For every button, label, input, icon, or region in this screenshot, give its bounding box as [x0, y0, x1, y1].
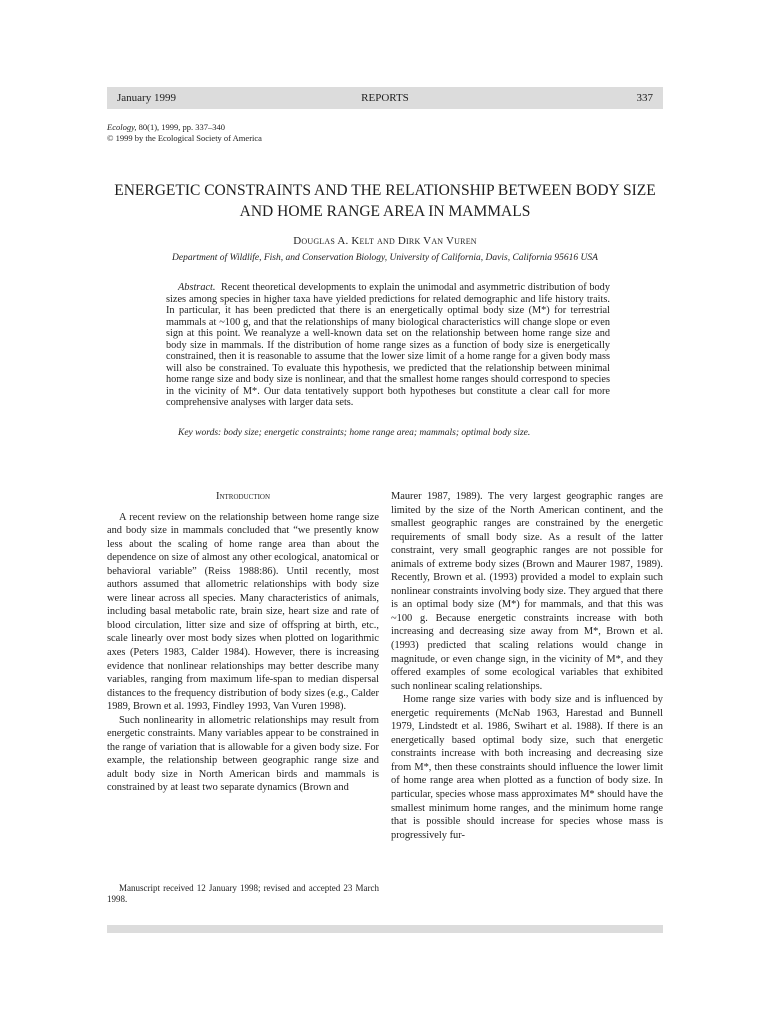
citation-journal: Ecology, [107, 122, 137, 132]
keywords: Key words: body size; energetic constraints; home range area; mammals; optimal body size. [178, 428, 531, 438]
running-header [107, 87, 663, 109]
citation-block [107, 122, 262, 143]
body-paragraph: A recent review on the relationship between home range size and body size in mammals concluded that “we presently know less about the scaling of home range area than about the dependence on size of almost any other ecological, anatomical or behavioral variable” (Reiss 1988:86). Until recently, most authors assumed that allometric relationships with body size were linear across all species. Many characteristics of animals, including basal metabolic rate, brain size, heart size and rate of blood circulation, litter size and size of offspring at birth, etc., scale linearly over most body sizes when plotted on logarithmic axes (Peters 1983, Calder 1984). However, there is increasing evidence that nonlinear relationships may better describe many variables, ranging from maximum life-span to median dispersal distances to the frequency distribution of body sizes (e.g., Calder 1989, Brown et al. 1993, Findley 1993, Van Vuren 1998). [107, 511, 379, 713]
abstract [166, 282, 610, 409]
author-affiliation: Department of Wildlife, Fish, and Conservation Biology, University of California, Davis, California 95616 USA [172, 253, 598, 263]
abstract-text: Recent theoretical developments to explain the unimodal and asymmetric distribution of body sizes among species in higher taxa have yielded predictions for related demographic and life history traits. In particular, it has been predicted that there is an energetically optimal body size (M*) for terrestrial mammals at ~100 g, and that the relationships of many biological characteristics will change slope or even sign at this point. We reanalyze a well-known data set on the relationship between home range size and body size in mammals. If the distribution of home range sizes as a function of body size is energetically constrained, then it is reasonable to assume that the lower size limit of a home range for a given body mass will also be constrained. To evaluate this hypothesis, we predicted that the relationship between minimal home range size and body size is nonlinear, and that the smallest home ranges should correspond to species in the vicinity of M*. Our data tentatively support both hypotheses but constitute a clear call for more comprehensive analyses with larger data sets. [166, 282, 610, 408]
body-paragraph: Home range size varies with body size and is influenced by energetic requirements (McNab 1963, Harestad and Bunnell 1979, Lindstedt et al. 1986, Swihart et al. 1988). If there is an energetically based optimal body size, such that energetic constraints increase with both increasing and decreasing size from M*, then these constraints should influence the lower limit of home range area when plotted as a function of body size. In particular, species whose mass approximates M* should have the smallest minimum home ranges, and the minimum home range that is possible should increase for species whose mass is progressively fur- [391, 694, 663, 841]
body-paragraph: Such nonlinearity in allometric relationships may result from energetic constraints. Many variables appear to be constrained in the range of variation that is allowable for a given body size. For example, the relationship between geographic range size and adult body size in North American birds and mammals is constrained by at least two separate dynamics (Brown and [107, 714, 379, 794]
citation-volume: 80(1), 1999, pp. 337–340 [136, 122, 226, 132]
citation-copyright: © 1999 by the Ecological Society of America [107, 132, 262, 143]
header-section: REPORTS [361, 92, 409, 104]
body-paragraph: Maurer 1987, 1989). The very largest geographic ranges are limited by the size of the North American continent, and the smallest geographic ranges are constrained by the energetic requirements of small body size. As a result of the latter constraint, very small geographic ranges are not possible for animals of extreme body sizes (Brown and Maurer 1987, 1989). Recently, Brown et al. (1993) provided a model to explain such nonlinear constraints involving body size. They argued that there is an optimal body size (M*) for mammals, and that this was ~100 g. Because energetic constraints increase with both increasing and decreasing size away from M*, Brown et al. (1993) predicted that scaling relations would change in magnitude, or even change sign, in the vicinity of M*, and they offered examples of some ecological variables that exhibited such nonlinear scaling relationships. [391, 491, 663, 692]
right-column [391, 490, 663, 842]
article-title: ENERGETIC CONSTRAINTS AND THE RELATIONSHIP BETWEEN BODY SIZE AND HOME RANGE AREA IN MAMMALS [114, 182, 656, 220]
section-heading-introduction: Introduction [215, 491, 271, 502]
manuscript-footnote: Manuscript received 12 January 1998; revised and accepted 23 March 1998. [107, 883, 379, 904]
abstract-lead: Abstract. [178, 282, 216, 293]
footer-bar [107, 925, 663, 933]
left-column [107, 490, 379, 795]
header-date: January 1999 [117, 92, 176, 104]
article-authors: Douglas A. Kelt and Dirk Van Vuren [293, 235, 477, 247]
header-page-number: 337 [636, 92, 653, 104]
